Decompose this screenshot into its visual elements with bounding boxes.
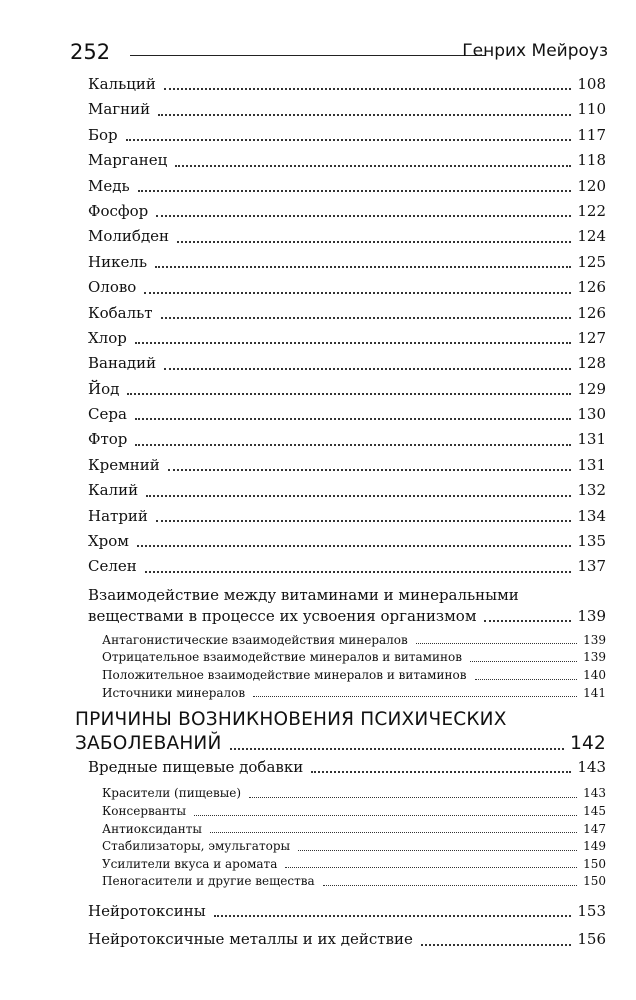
dot-leader — [194, 815, 577, 816]
toc-entry-title: Красители (пищевые) — [102, 786, 242, 801]
dot-leader — [135, 418, 571, 420]
dot-leader — [214, 915, 572, 917]
toc-entry-page: 149 — [583, 839, 606, 854]
toc-entry[interactable] — [88, 199, 606, 224]
dot-leader — [175, 165, 571, 167]
toc-entry[interactable] — [88, 667, 606, 685]
toc-entry-page: 126 — [577, 303, 606, 322]
toc-entry-additives[interactable] — [88, 755, 606, 780]
page-number: 252 — [70, 40, 111, 64]
toc-entry[interactable] — [88, 685, 606, 703]
toc-entry[interactable] — [88, 351, 606, 376]
toc-entry-page: 143 — [583, 786, 606, 801]
toc-entry-title: Отрицательное взаимодействие минералов и витаминов — [102, 650, 462, 665]
dot-leader — [161, 317, 572, 319]
page-header — [70, 36, 608, 66]
toc-entry[interactable] — [88, 856, 606, 874]
toc-entry-page: 131 — [577, 455, 606, 474]
toc-entry-page: 132 — [577, 481, 606, 500]
dot-leader — [470, 661, 577, 662]
toc-entry-title-line2: веществами в процессе их усвоения организмом — [88, 607, 477, 626]
toc-entry-page: 124 — [577, 227, 606, 246]
toc-entry-page: 125 — [577, 252, 606, 271]
toc-entry-page: 120 — [577, 176, 606, 195]
toc-entry-title: Хлор — [88, 328, 127, 347]
element-entries — [88, 72, 606, 580]
toc-entry[interactable] — [88, 873, 606, 891]
dot-leader — [210, 832, 577, 833]
toc-entry[interactable] — [88, 504, 606, 529]
toc-entry[interactable] — [88, 529, 606, 554]
toc-entry[interactable] — [88, 427, 606, 452]
toc-entry-title: Нейротоксины — [88, 901, 206, 920]
toc-entry-title: Йод — [88, 379, 120, 398]
toc-entry-page: 110 — [577, 100, 606, 119]
toc-entry-title: Стабилизаторы, эмульгаторы — [102, 839, 291, 854]
toc-entry-page: 135 — [577, 532, 606, 551]
toc-entry-page: 117 — [577, 125, 606, 144]
dot-leader — [323, 885, 577, 886]
toc-entry[interactable] — [88, 224, 606, 249]
dot-leader — [158, 114, 571, 116]
toc-entry[interactable] — [88, 301, 606, 326]
toc-entry-title: Источники минералов — [102, 685, 246, 700]
dot-leader — [484, 620, 571, 622]
toc-entry[interactable] — [88, 250, 606, 275]
toc-entry[interactable] — [88, 97, 606, 122]
toc-entry-page: 153 — [577, 901, 606, 920]
toc-entry[interactable] — [88, 838, 606, 856]
toc-entry-title: Кремний — [88, 455, 160, 474]
dot-leader — [475, 679, 578, 680]
header-rule — [130, 55, 486, 56]
dot-leader — [137, 545, 571, 547]
toc-entry[interactable] — [88, 402, 606, 427]
dot-leader — [285, 867, 577, 868]
toc-entry[interactable] — [88, 803, 606, 821]
dot-leader — [145, 571, 572, 573]
chapter-title-line1: ПРИЧИНЫ ВОЗНИКНОВЕНИЯ ПСИХИЧЕСКИХ — [75, 709, 507, 730]
toc-entry-title: Пеногасители и другие вещества — [102, 874, 315, 889]
toc-entry-title: Селен — [88, 557, 137, 576]
toc-entry-page: 126 — [577, 278, 606, 297]
additives-subentries — [88, 785, 606, 891]
running-head: Генрих Мейроуз — [462, 41, 608, 61]
chapter-page: 142 — [570, 733, 606, 754]
toc-entry-page: 145 — [583, 803, 606, 818]
toc-entry[interactable] — [88, 649, 606, 667]
dot-leader — [135, 342, 572, 344]
toc-entry-page: 140 — [583, 668, 606, 682]
toc-entry-page: 156 — [577, 930, 606, 949]
toc-entry[interactable] — [88, 478, 606, 503]
dot-leader — [298, 850, 577, 851]
toc-entry-page: 147 — [583, 821, 606, 836]
table-of-contents — [88, 72, 606, 702]
toc-entry-metals[interactable] — [88, 927, 606, 952]
dot-leader — [135, 444, 571, 446]
toc-entry[interactable] — [88, 326, 606, 351]
toc-entry[interactable] — [88, 632, 606, 650]
toc-entry-title: Вредные пищевые добавки — [88, 757, 304, 776]
toc-entry[interactable] — [88, 275, 606, 300]
toc-entry[interactable] — [88, 821, 606, 839]
dot-leader — [156, 520, 571, 522]
toc-entry-title-line1: Взаимодействие между витаминами и минеральными — [88, 585, 519, 604]
toc-entry-page: 150 — [583, 856, 606, 871]
toc-entry-title: Кобальт — [88, 303, 153, 322]
toc-entry-title: Магний — [88, 100, 151, 119]
toc-entry-interaction[interactable] — [88, 585, 606, 628]
toc-entry-page: 137 — [577, 557, 606, 576]
dot-leader — [230, 748, 565, 750]
toc-entry[interactable] — [88, 453, 606, 478]
dot-leader — [416, 643, 577, 644]
toc-entry-page: 130 — [577, 405, 606, 424]
chapter-heading[interactable] — [75, 708, 606, 756]
toc-entry-title: Олово — [88, 278, 137, 297]
toc-entry-title: Марганец — [88, 151, 168, 170]
toc-entry-neurotoxins[interactable] — [88, 899, 606, 924]
toc-entry-page: 150 — [583, 874, 606, 889]
dot-leader — [164, 88, 571, 90]
toc-entry-page: 134 — [577, 506, 606, 525]
interaction-subentries — [88, 632, 606, 702]
dot-leader — [311, 771, 571, 773]
toc-entry-page: 143 — [577, 757, 606, 776]
chapter-title-line2: ЗАБОЛЕВАНИЙ — [75, 733, 222, 754]
toc-entry-title: Усилители вкуса и аромата — [102, 856, 278, 871]
toc-entry-title: Бор — [88, 125, 118, 144]
dot-leader — [253, 696, 577, 697]
toc-entry-page: 141 — [583, 685, 606, 700]
dot-leader — [249, 797, 577, 798]
toc-entry-title: Калий — [88, 481, 139, 500]
toc-entry-page: 122 — [577, 201, 606, 220]
dot-leader — [155, 266, 571, 268]
toc-entry-title: Молибден — [88, 227, 170, 246]
dot-leader — [144, 292, 571, 294]
toc-entry[interactable] — [88, 785, 606, 803]
toc-entry-title: Никель — [88, 252, 148, 271]
toc-entry-title: Антиоксиданты — [102, 821, 202, 836]
toc-entry-page: 139 — [583, 632, 606, 647]
toc-entry-title: Фосфор — [88, 201, 149, 220]
toc-entry-title: Натрий — [88, 506, 148, 525]
toc-entry-title: Фтор — [88, 430, 128, 449]
dot-leader — [177, 241, 571, 243]
toc-entry-page: 139 — [583, 650, 606, 665]
toc-entry-title: Консерванты — [102, 803, 187, 818]
dot-leader — [138, 190, 572, 192]
dot-leader — [164, 368, 571, 370]
toc-entry[interactable] — [88, 148, 606, 173]
toc-entry-title: Хром — [88, 532, 129, 551]
toc-entry[interactable] — [88, 123, 606, 148]
toc-entry-page: 118 — [577, 151, 606, 170]
dot-leader — [421, 944, 572, 946]
toc-entry[interactable] — [88, 377, 606, 402]
dot-leader — [146, 495, 571, 497]
dot-leader — [127, 393, 571, 395]
toc-entry-page: 129 — [577, 379, 606, 398]
toc-entry-page: 108 — [577, 74, 606, 93]
toc-entry-title: Ванадий — [88, 354, 157, 373]
toc-entry-title: Антагонистические взаимодействия минералов — [102, 632, 408, 647]
dot-leader — [126, 139, 572, 141]
toc-entry-title: Сера — [88, 405, 127, 424]
toc-entry-title: Кальций — [88, 74, 156, 93]
toc-entry-page: 131 — [577, 430, 606, 449]
toc-entry-title: Положительное взаимодействие минералов и витаминов — [102, 668, 467, 682]
toc-entry[interactable] — [88, 72, 606, 97]
toc-entry-page: 139 — [577, 607, 606, 626]
toc-entry[interactable] — [88, 554, 606, 579]
toc-entry-title: Нейротоксичные металлы и их действие — [88, 930, 413, 949]
toc-entry[interactable] — [88, 174, 606, 199]
dot-leader — [168, 469, 572, 471]
toc-entry-page: 127 — [577, 328, 606, 347]
dot-leader — [156, 215, 571, 217]
chapter-contents — [88, 755, 606, 953]
toc-entry-page: 128 — [577, 354, 606, 373]
toc-entry-title: Медь — [88, 176, 130, 195]
